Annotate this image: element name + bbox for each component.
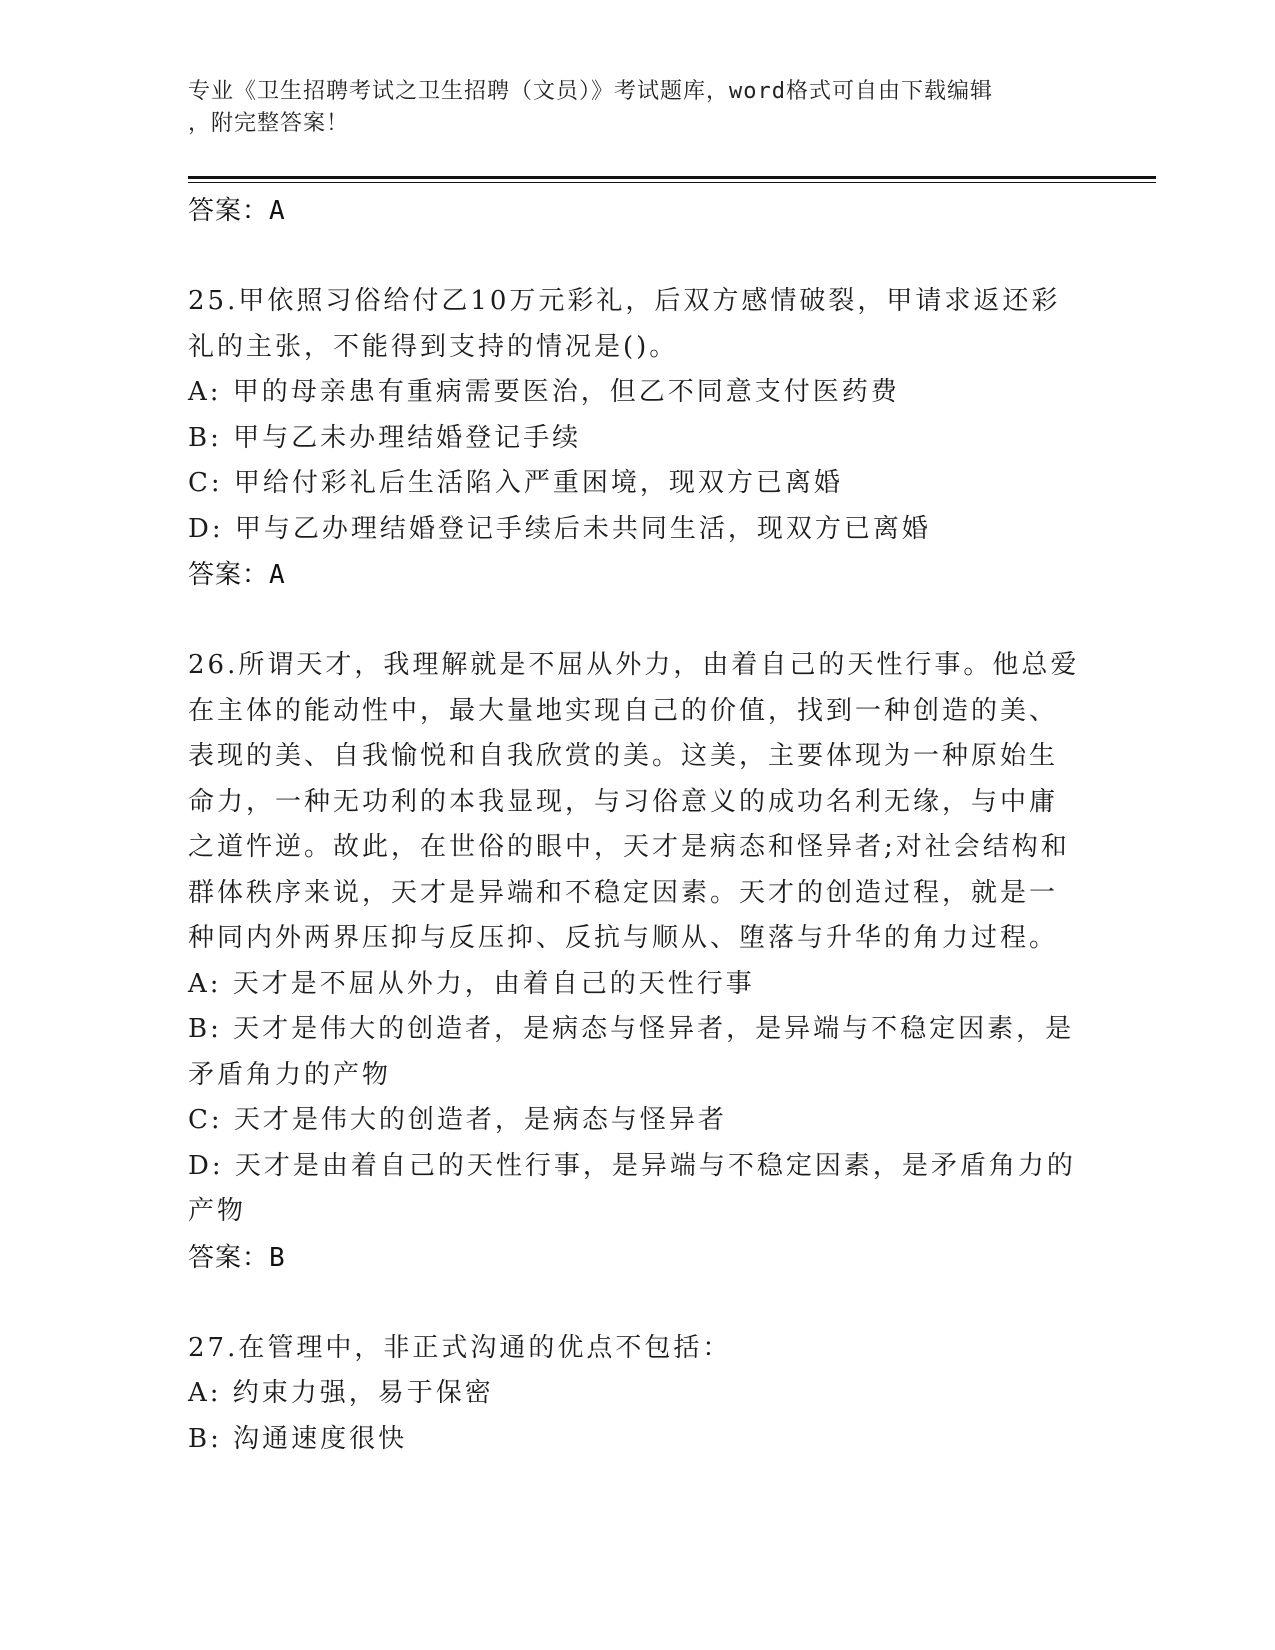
answer-label: 答案： xyxy=(188,1242,270,1273)
header-line-1: 专业《卫生招聘考试之卫生招聘（文员）》考试题库，word格式可自由下载编辑 xyxy=(188,79,993,104)
answer-line xyxy=(188,1235,1088,1281)
document-body xyxy=(188,190,1088,1462)
option-b-continued: 矛盾角力的产物 xyxy=(188,1059,392,1090)
option-c: C: 天才是伟大的创造者，是病态与怪异者 xyxy=(188,1105,727,1135)
option-b: B: 甲与乙未办理结婚登记手续 xyxy=(188,422,582,453)
question-text-line: 26.所谓天才，我理解就是不屈从外力，由着自己的天性行事。他总爱 xyxy=(188,650,1080,680)
question-text-line: 命力，一种无功利的本我显现，与习俗意义的成功名利无缘，与中庸 xyxy=(188,786,1059,817)
header-divider-thick xyxy=(188,176,1156,179)
option-a: A: 约束力强，易于保密 xyxy=(188,1378,494,1408)
option-b: B: 天才是伟大的创造者，是病态与怪异者，是异端与不稳定因素，是 xyxy=(188,1014,1075,1044)
question-25 xyxy=(188,279,1088,598)
header-divider-thin xyxy=(188,182,1156,183)
answer-label: 答案： xyxy=(188,560,270,590)
answer-value: A xyxy=(269,560,286,590)
question-text-line: 之道忤逆。故此，在世俗的眼中，天才是病态和怪异者;对社会结构和 xyxy=(188,832,1070,862)
option-d: D: 天才是由着自己的天性行事，是异端与不稳定因素，是矛盾角力的 xyxy=(188,1150,1076,1181)
question-text-line: 27.在管理中，非正式沟通的优点不包括： xyxy=(188,1332,732,1363)
spacer xyxy=(188,234,1088,279)
answer-line xyxy=(188,188,1088,234)
option-a: A: 甲的母亲患有重病需要医治，但乙不同意支付医药费 xyxy=(188,377,900,407)
option-a: A: 天才是不屈从外力，由着自己的天性行事 xyxy=(188,968,755,999)
spacer xyxy=(188,1281,1088,1326)
question-text-line: 25.甲依照习俗给付乙10万元彩礼，后双方感情破裂，甲请求返还彩 xyxy=(188,286,1061,316)
answer-value: A xyxy=(269,196,286,226)
answer-line xyxy=(188,552,1088,598)
answer-label: 答案： xyxy=(188,196,270,226)
question-26 xyxy=(188,643,1088,1281)
question-text-line: 礼的主张，不能得到支持的情况是()。 xyxy=(188,331,679,362)
option-c: C: 甲给付彩礼后生活陷入严重困境，现双方已离婚 xyxy=(188,468,843,498)
option-b: B: 沟通速度很快 xyxy=(188,1423,408,1454)
question-text-line: 在主体的能动性中，最大量地实现自己的价值，找到一种创造的美、 xyxy=(188,695,1059,726)
question-text-line: 种同内外两界压抑与反压抑、反抗与顺从、堕落与升华的角力过程。 xyxy=(188,923,1059,953)
answer-value: B xyxy=(269,1242,286,1273)
question-text-line: 表现的美、自我愉悦和自我欣赏的美。这美，主要体现为一种原始生 xyxy=(188,741,1059,771)
spacer xyxy=(188,598,1088,643)
option-d-continued: 产物 xyxy=(188,1196,247,1226)
question-27 xyxy=(188,1326,1088,1463)
document-header xyxy=(188,76,1088,140)
header-line-2: ，附完整答案！ xyxy=(188,111,350,136)
question-text-line: 群体秩序来说，天才是异端和不稳定因素。天才的创造过程，就是一 xyxy=(188,877,1059,908)
option-d: D: 甲与乙办理结婚登记手续后未共同生活，现双方已离婚 xyxy=(188,513,931,544)
